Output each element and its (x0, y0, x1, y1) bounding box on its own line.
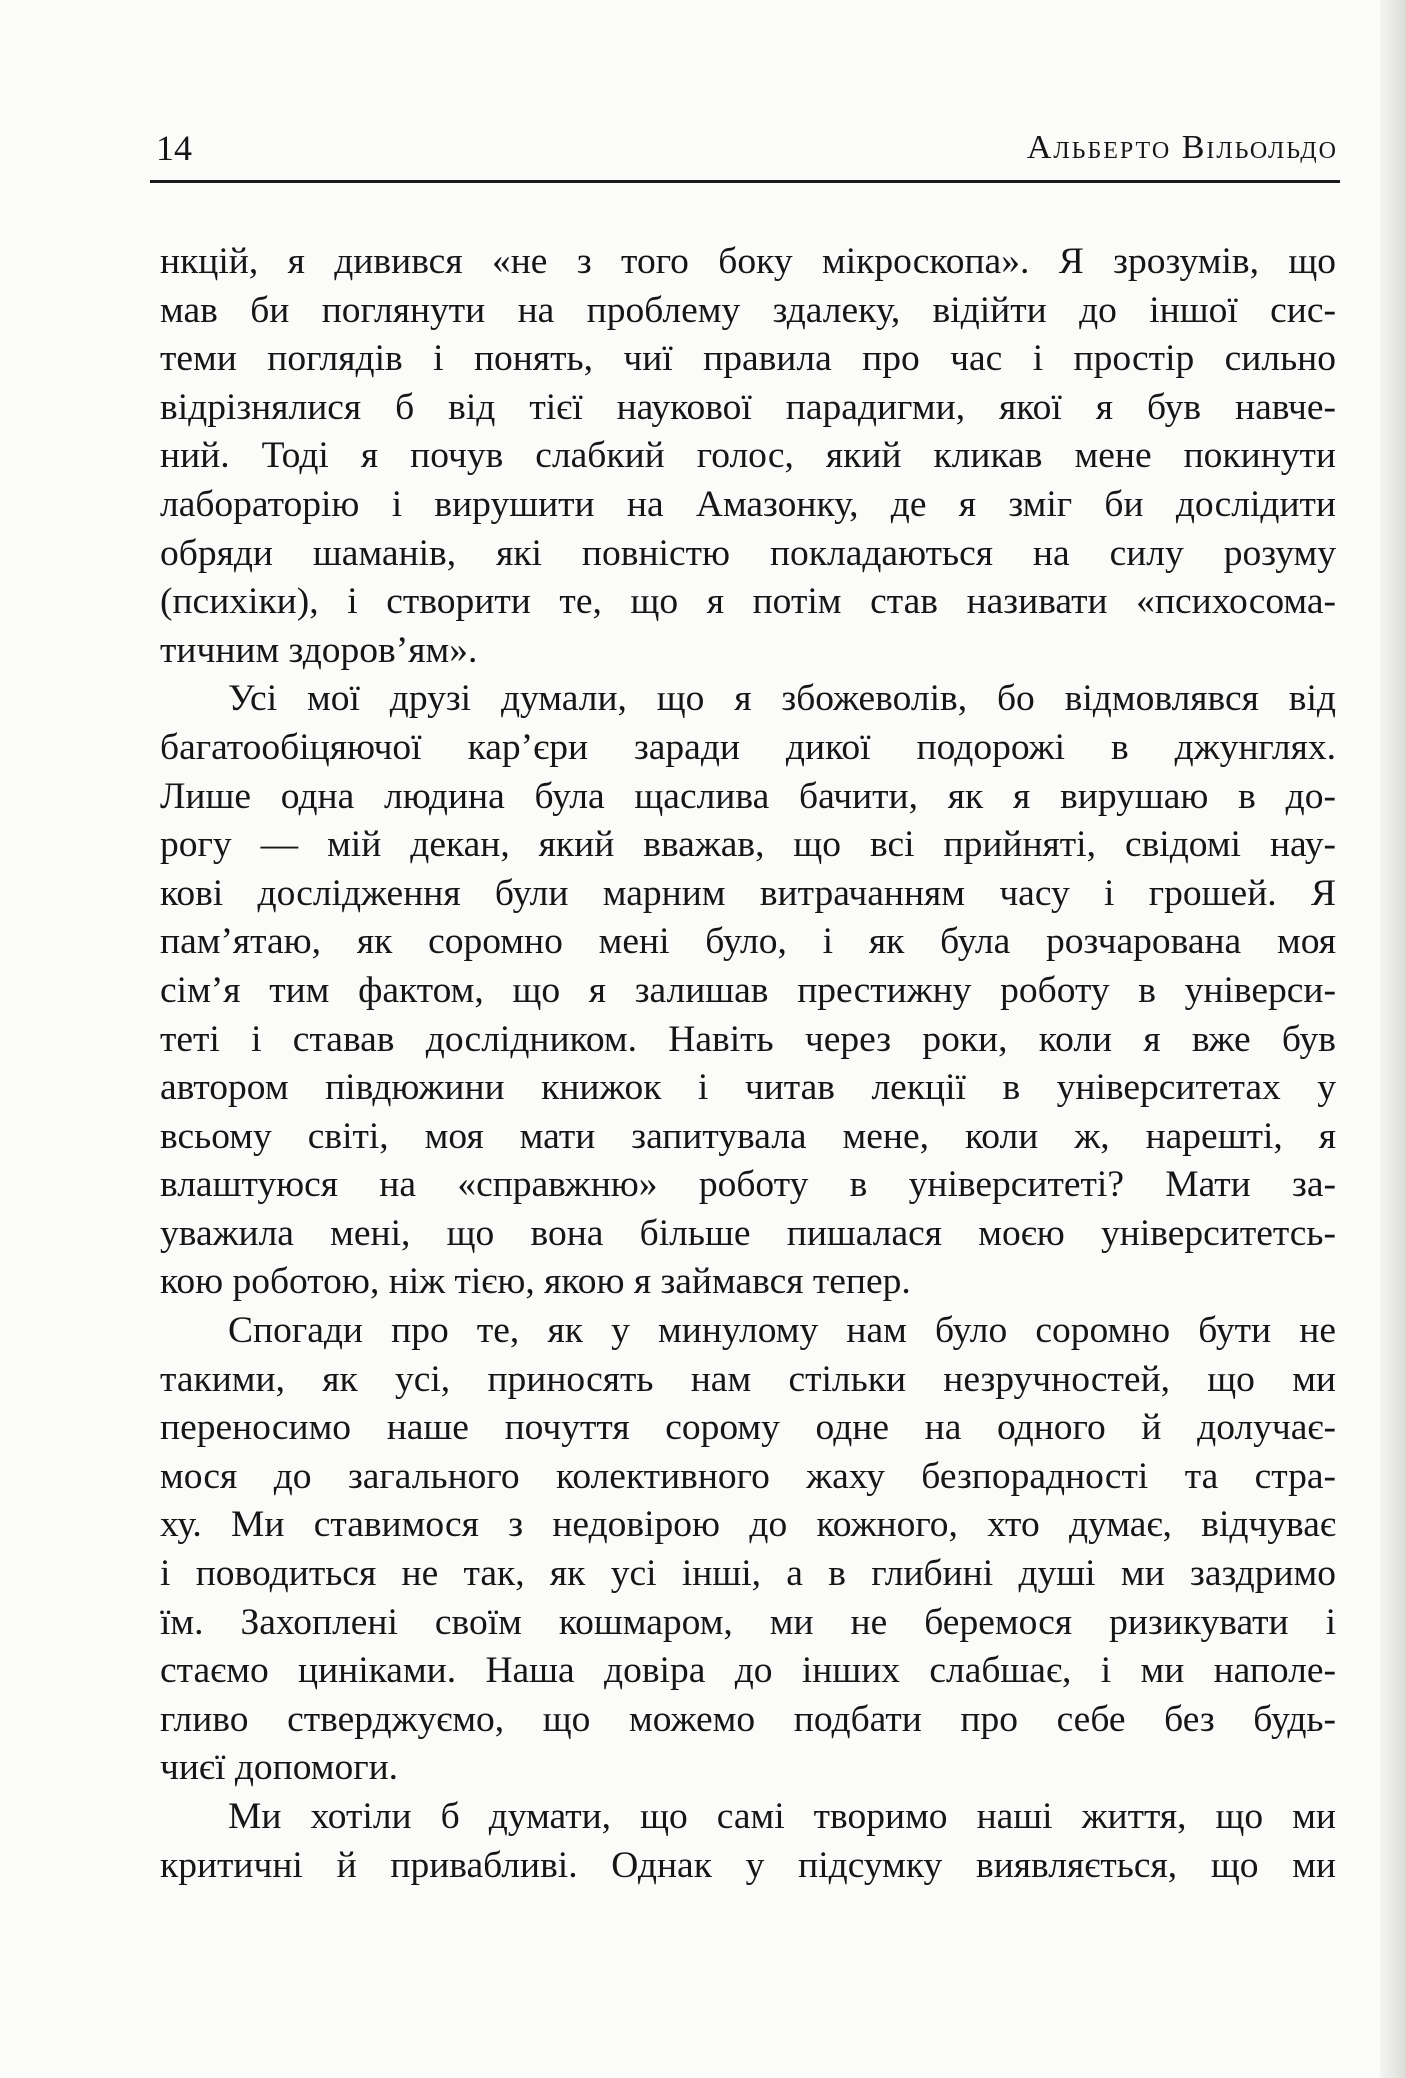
text-line: пам’ятаю, як соромно мені було, і як була розчарована моя (160, 921, 1336, 963)
text-line: ний. Тоді я почув слабкий голос, який кликав мене покинути (160, 435, 1336, 477)
text-line: гливо стверджуємо, що можемо подбати про себе без будь- (160, 1698, 1336, 1740)
text-line: тичним здоров’ям». (160, 629, 478, 671)
text-line: кою роботою, ніж тією, якою я займався тепер. (160, 1261, 911, 1303)
text-line: мав би поглянути на проблему здалеку, відійти до іншої сис- (160, 289, 1336, 331)
text-line: лабораторію і вирушити на Амазонку, де я зміг би дослідити (160, 483, 1336, 525)
text-line: рогу — мій декан, який вважав, що всі прийняті, свідомі нау- (160, 824, 1336, 866)
text-line: влаштуюся на «справжню» роботу в університеті? Мати за- (160, 1164, 1336, 1206)
text-line: сім’я тим фактом, що я залишав престижну роботу в універси- (160, 969, 1336, 1011)
text-line: чиєї допомоги. (160, 1747, 399, 1789)
page-edge-shadow (1380, 0, 1406, 2078)
text-line: Усі мої друзі думали, що я збожеволів, бо відмовлявся від (228, 678, 1336, 720)
text-line: переносимо наше почуття сорому одне на одного й долучає- (160, 1407, 1336, 1449)
text-line: автором півдюжини книжок і читав лекції в університетах у (160, 1067, 1336, 1109)
text-line: нкцій, я дивився «не з того боку мікроскопа». Я зрозумів, що (160, 241, 1336, 282)
text-line: кові дослідження були марним витрачанням часу і грошей. Я (160, 872, 1336, 914)
text-line: відрізнялися б від тієї наукової парадигми, якої я був навче- (160, 386, 1336, 428)
text-line: критичні й привабливі. Однак у підсумку виявляється, що ми (160, 1844, 1336, 1886)
text-line: мося до загального колективного жаху безпорадності та стра- (160, 1455, 1336, 1497)
running-title: Альберто Вільольдо (1026, 129, 1338, 166)
page-number: 14 (156, 128, 192, 168)
body-text (160, 238, 1336, 1890)
text-line: теми поглядів і понять, чиї правила про час і простір сильно (160, 338, 1336, 380)
text-line: Спогади про те, як у минулому нам було соромно бути не (228, 1310, 1336, 1352)
text-line: Ми хотіли б думати, що самі творимо наші життя, що ми (228, 1796, 1336, 1837)
text-line: і поводиться не так, як усі інші, а в глибині душі ми заздримо (160, 1553, 1336, 1595)
text-line: теті і ставав дослідником. Навіть через роки, коли я вже був (160, 1018, 1336, 1060)
running-head (156, 122, 1338, 174)
text-line: ху. Ми ставимося з недовірою до кожного, хто думає, відчуває (160, 1504, 1336, 1546)
text-line: всьому світі, моя мати запитувала мене, коли ж, нарешті, я (160, 1115, 1336, 1157)
text-line: їм. Захоплені своїм кошмаром, ми не беремося ризикувати і (160, 1601, 1336, 1643)
text-line: (психіки), і створити те, що я потім став називати «психосома- (160, 581, 1336, 623)
text-line: такими, як усі, приносять нам стільки незручностей, що ми (160, 1358, 1336, 1400)
text-line: уважила мені, що вона більше пишалася моєю університетсь- (160, 1212, 1336, 1254)
text-line: стаємо циніками. Наша довіра до інших слабшає, і ми наполе- (160, 1650, 1336, 1692)
text-line: обряди шаманів, які повністю покладаються на силу розуму (160, 532, 1336, 574)
text-line: Лише одна людина була щаслива бачити, як я вирушаю в до- (160, 775, 1336, 817)
header-rule (150, 180, 1340, 183)
text-line: багатообіцяючої кар’єри заради дикої подорожі в джунглях. (160, 726, 1336, 768)
